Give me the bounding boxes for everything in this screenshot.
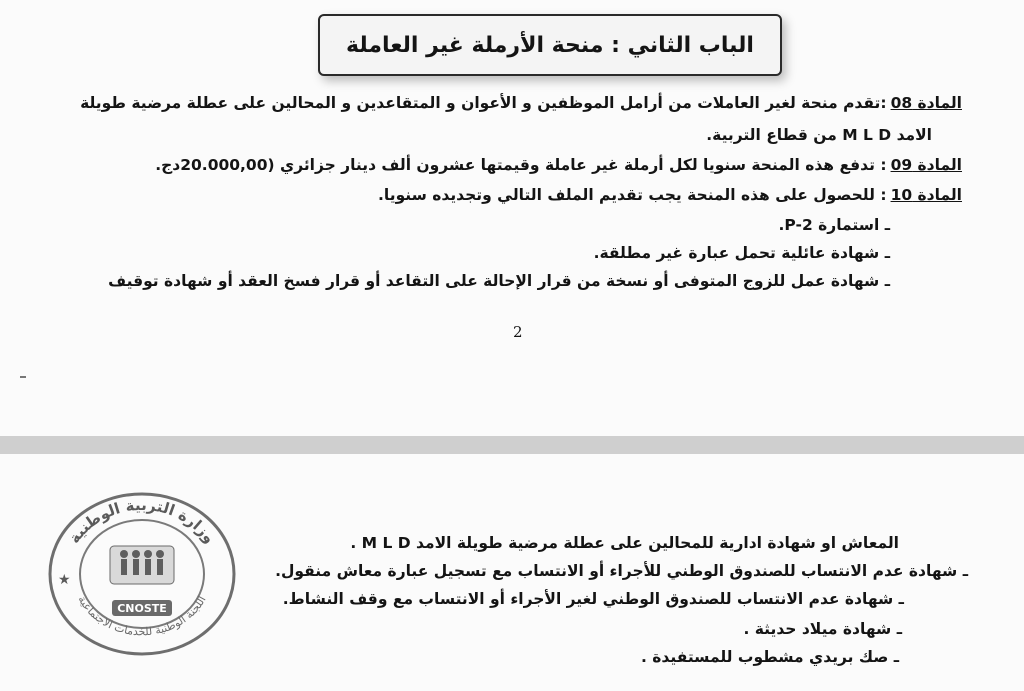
- list-item-work-certificate: ـ شهادة عمل للزوج المتوفى أو نسخة من قرار الإحالة على التقاعد أو قرار فسخ العقد أو شهادة توقيف: [108, 272, 890, 290]
- list-item-family-certificate: ـ شهادة عائلية تحمل عبارة غير مطلقة.: [593, 244, 890, 262]
- star-icon: ★: [58, 572, 71, 588]
- article-09-text: : تدفع هذه المنحة سنويا لكل أرملة غير عاملة وقيمتها عشرون ألف دينار جزائري (20.000,00دج.: [155, 156, 887, 174]
- list-item-non-affiliation-self-employed: ـ شهادة عدم الانتساب للصندوق الوطني لغير الأجراء أو الانتساب مع وقف النشاط.: [282, 590, 904, 608]
- stamp-bottom-text: اللجنة الوطنية للخدمات الاجتماعية: [75, 593, 209, 639]
- article-08-label: المادة 08: [890, 94, 962, 112]
- list-item-crossed-cheque: ـ صك بريدي مشطوب للمستفيدة .: [640, 648, 899, 666]
- list-item-pension-certificate: المعاش او شهادة ادارية للمحالين على عطلة مرضية طويلة الامد M L D .: [350, 534, 899, 552]
- article-09-label: المادة 09: [890, 156, 962, 174]
- list-item-non-affiliation-employees: ـ شهادة عدم الانتساب للصندوق الوطني للأجراء أو الانتساب مع تسجيل عبارة معاش منقول.: [275, 562, 968, 580]
- article-10-text: : للحصول على هذه المنحة يجب تقديم الملف التالي وتجديده سنويا.: [378, 186, 887, 204]
- official-stamp: [44, 488, 240, 658]
- list-item-birth-certificate: ـ شهادة ميلاد حديثة .: [743, 620, 902, 638]
- section-title: الباب الثاني : منحة الأرملة غير العاملة: [318, 14, 782, 76]
- article-08-continuation: الامد M L D من قطاع التربية.: [706, 126, 932, 144]
- article-08-text: :تقدم منحة لغير العاملات من أرامل الموظفين و الأعوان و المتقاعدين و المحالين على عطلة مرضية طويلة: [80, 94, 887, 112]
- page-number: 2: [513, 323, 523, 341]
- article-08-line: [80, 92, 962, 114]
- stamp-badge: CNOSTE: [117, 602, 167, 615]
- page-separator: [0, 436, 1024, 454]
- article-10-line: [378, 184, 962, 206]
- article-10-label: المادة 10: [890, 186, 962, 204]
- family-emblem-icon: [110, 546, 174, 584]
- article-09-line: [155, 154, 962, 176]
- scan-speck: [20, 376, 26, 378]
- list-item-form: ـ استمارة P-2.: [778, 216, 890, 234]
- stamp-top-text: وزارة التربية الوطنية: [65, 495, 219, 547]
